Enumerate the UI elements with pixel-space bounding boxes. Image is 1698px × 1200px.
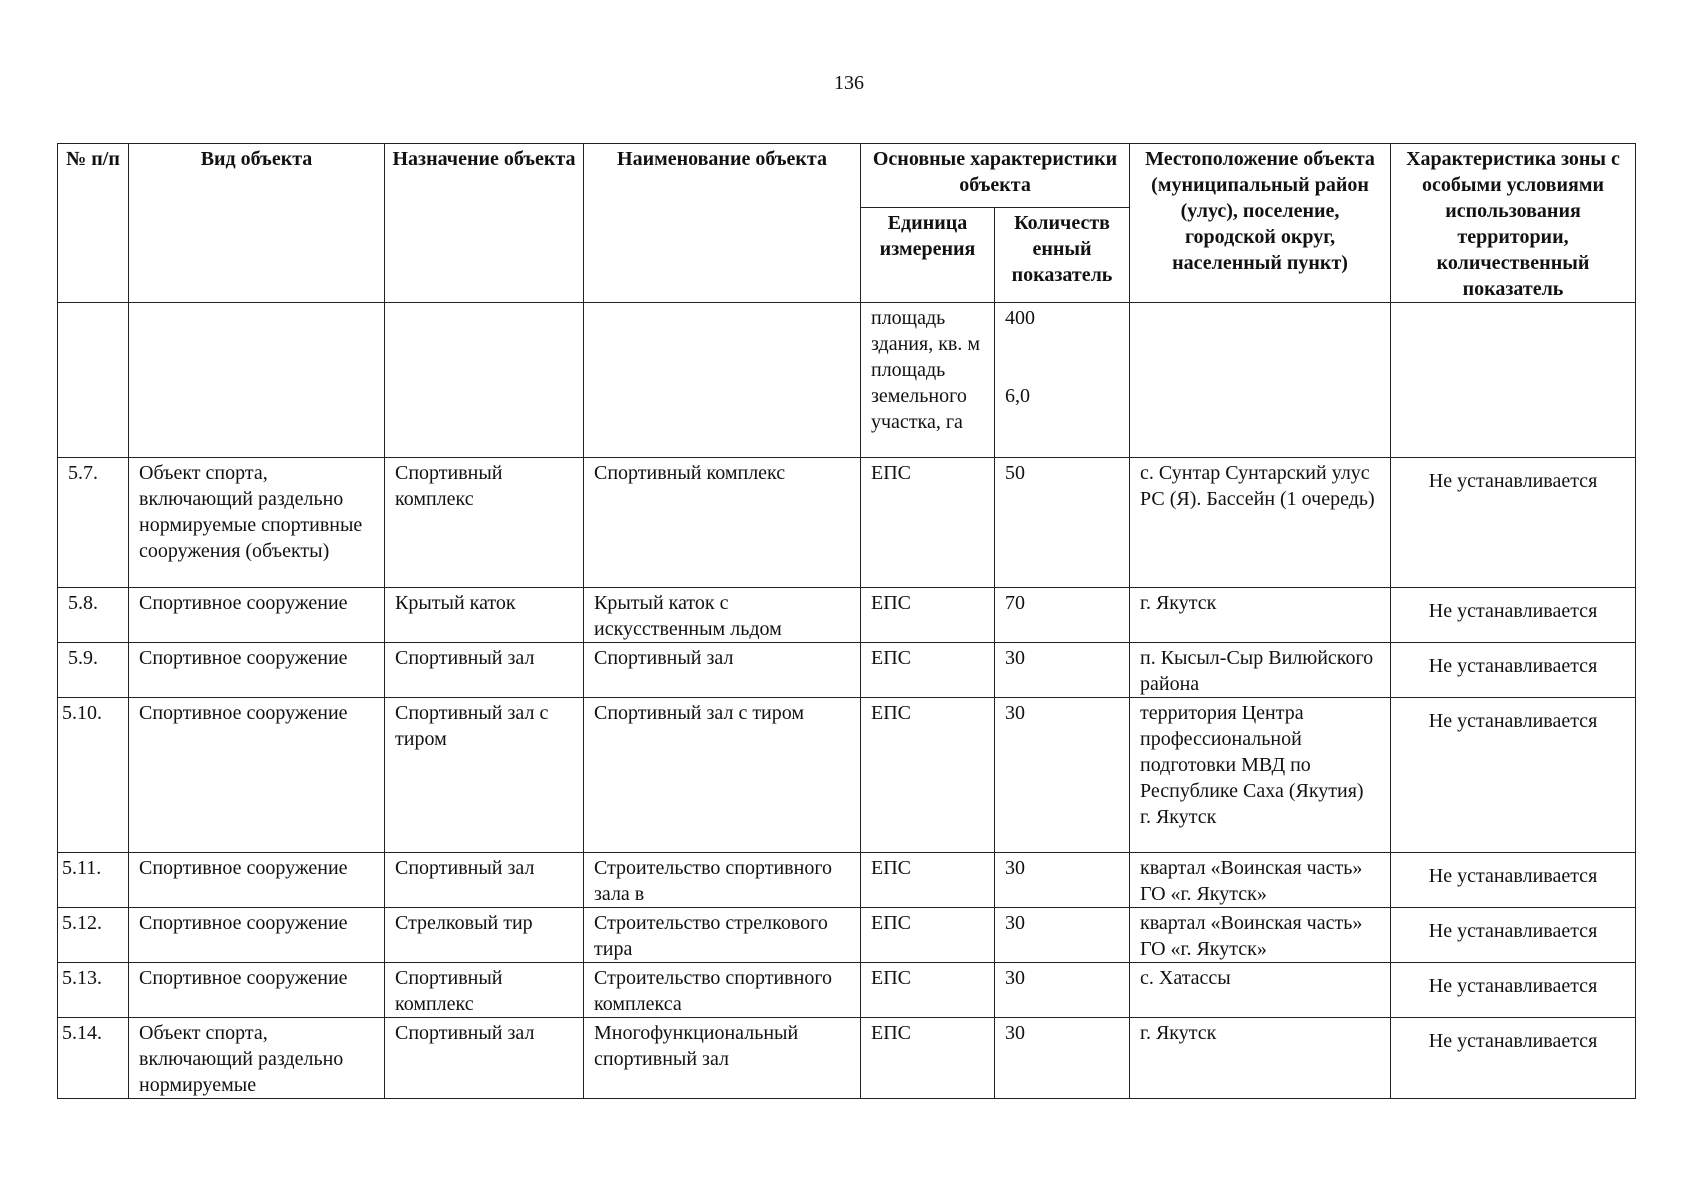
value-land-area: 6,0 [1005,385,1030,407]
table-row-continuation [58,303,1636,458]
unit-building-area: площадь здания, кв. м [871,307,981,355]
table-row [58,908,1636,963]
cell-type: Спортивное сооружение [129,643,385,698]
cell-empty [1391,303,1636,458]
zone-text: Не устанавливается [1428,710,1598,732]
cell-type: Спортивное сооружение [129,908,385,963]
cell-type: Спортивное сооружение [129,588,385,643]
cell-unit: ЕПС [861,588,995,643]
cell-type: Спортивное сооружение [129,698,385,853]
cell-unit: ЕПС [861,853,995,908]
cell-zone [1391,1018,1636,1099]
cell-unit: ЕПС [861,458,995,588]
header-name: Наименование объекта [584,144,861,303]
cell-zone [1391,853,1636,908]
cell-quantity [995,303,1130,458]
cell-location: г. Якутск [1130,1018,1391,1099]
table-row [58,963,1636,1018]
cell-empty [129,303,385,458]
cell-num: 5.12. [58,908,129,963]
cell-zone [1391,908,1636,963]
cell-name: Строительство спортивного зала в [584,853,861,908]
cell-location: квартал «Воинская часть» ГО «г. Якутск» [1130,853,1391,908]
cell-purpose: Спортивный комплекс [385,458,584,588]
cell-quantity: 30 [995,698,1130,853]
cell-quantity: 50 [995,458,1130,588]
table-row [58,698,1636,853]
header-num: № п/п [58,144,129,303]
cell-location: с. Хатассы [1130,963,1391,1018]
cell-quantity: 70 [995,588,1130,643]
cell-unit: ЕПС [861,643,995,698]
cell-num: 5.14. [58,1018,129,1099]
cell-quantity: 30 [995,908,1130,963]
cell-num: 5.9. [58,643,129,698]
zone-text: Не устанавливается [1428,600,1598,622]
value-building-area: 400 [1005,307,1035,329]
zone-text: Не устанавливается [1428,865,1598,887]
table-row [58,1018,1636,1099]
cell-location: квартал «Воинская часть» ГО «г. Якутск» [1130,908,1391,963]
zone-text: Не устанавливается [1428,975,1598,997]
cell-name: Многофункциональный спортивный зал [584,1018,861,1099]
cell-type: Спортивное сооружение [129,853,385,908]
cell-zone [1391,588,1636,643]
cell-name: Строительство стрелкового тира [584,908,861,963]
cell-zone [1391,698,1636,853]
cell-unit: ЕПС [861,1018,995,1099]
zone-text: Не устанавливается [1428,920,1598,942]
zone-text: Не устанавливается [1428,1030,1598,1052]
objects-table [57,143,1636,1099]
cell-purpose: Крытый каток [385,588,584,643]
cell-type: Объект спорта, включающий раздельно нормируемые спортивные сооружения (объекты) [129,458,385,588]
cell-num: 5.10. [58,698,129,853]
table-row [58,588,1636,643]
table-row [58,458,1636,588]
cell-purpose: Спортивный зал [385,643,584,698]
cell-zone [1391,458,1636,588]
cell-name: Крытый каток с искусственным льдом [584,588,861,643]
cell-purpose: Стрелковый тир [385,908,584,963]
cell-location [1130,698,1391,853]
location-text: территория Центра профессиональной подготовки МВД по Республике Саха (Якутия) [1140,702,1364,802]
cell-num: 5.11. [58,853,129,908]
header-zone: Характеристика зоны с особыми условиями использования территории, количественный показатель [1391,144,1636,303]
cell-type: Спортивное сооружение [129,963,385,1018]
header-location: Местоположение объекта (муниципальный район (улус), поселение, городской округ, населенный пункт) [1130,144,1391,303]
cell-unit: ЕПС [861,963,995,1018]
cell-empty [1130,303,1391,458]
header-purpose: Назначение объекта [385,144,584,303]
cell-unit: ЕПС [861,908,995,963]
cell-purpose: Спортивный зал [385,1018,584,1099]
cell-empty [584,303,861,458]
cell-location: п. Кысыл-Сыр Вилюйского района [1130,643,1391,698]
cell-unit [861,303,995,458]
cell-quantity: 30 [995,853,1130,908]
zone-text: Не устанавливается [1428,655,1598,677]
unit-land-area: площадь земельного участка, га [871,359,967,433]
cell-empty [385,303,584,458]
cell-quantity: 30 [995,1018,1130,1099]
cell-purpose: Спортивный зал [385,853,584,908]
cell-purpose: Спортивный комплекс [385,963,584,1018]
header-type: Вид объекта [129,144,385,303]
header-characteristics: Основные характеристики объекта [861,144,1130,208]
header-unit: Единица измерения [861,208,995,303]
header-quantity: Количеств енный показатель [995,208,1130,303]
cell-num: 5.8. [58,588,129,643]
cell-unit: ЕПС [861,698,995,853]
cell-location: г. Якутск [1130,588,1391,643]
cell-name: Спортивный комплекс [584,458,861,588]
cell-zone [1391,963,1636,1018]
cell-name: Спортивный зал с тиром [584,698,861,853]
cell-purpose: Спортивный зал с тиром [385,698,584,853]
cell-zone [1391,643,1636,698]
header-row [58,144,1636,208]
cell-name: Спортивный зал [584,643,861,698]
cell-num: 5.13. [58,963,129,1018]
cell-name: Строительство спортивного комплекса [584,963,861,1018]
location-city: г. Якутск [1140,806,1217,828]
cell-type: Объект спорта, включающий раздельно нормируемые [129,1018,385,1099]
cell-empty [58,303,129,458]
table-row [58,853,1636,908]
cell-quantity: 30 [995,963,1130,1018]
cell-num: 5.7. [58,458,129,588]
page-number: 136 [834,72,864,94]
zone-text: Не устанавливается [1428,470,1598,492]
table-row [58,643,1636,698]
cell-location: с. Сунтар Сунтарский улус РС (Я). Бассейн (1 очередь) [1130,458,1391,588]
cell-quantity: 30 [995,643,1130,698]
